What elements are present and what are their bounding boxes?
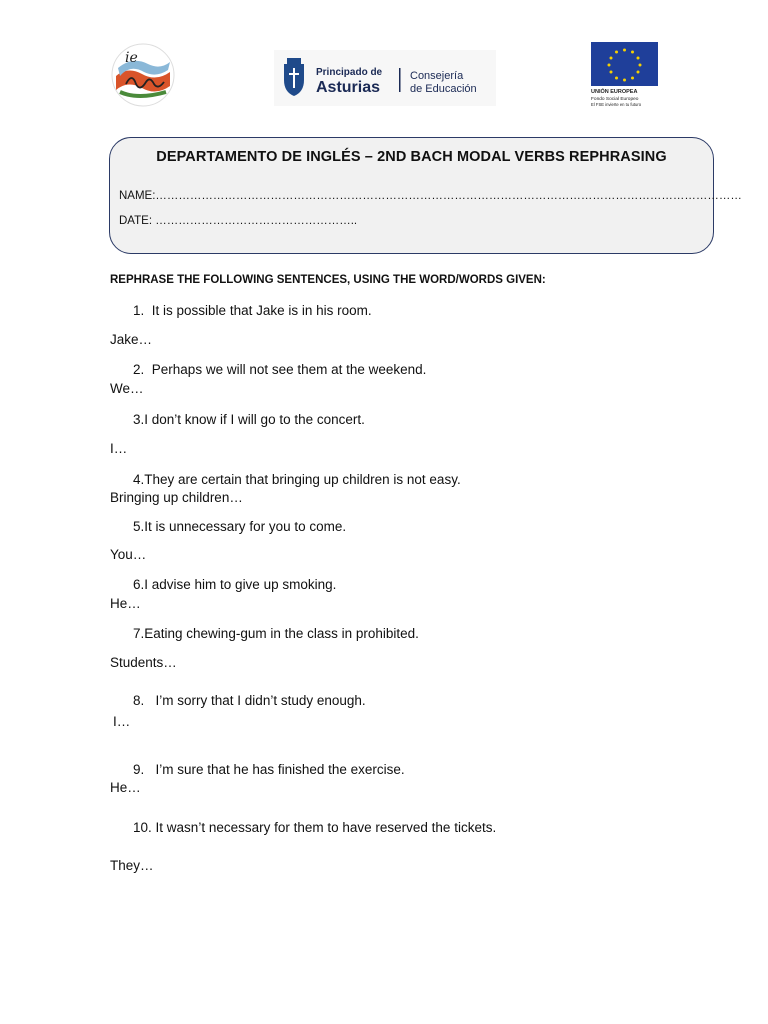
- question-number: 3.: [133, 412, 145, 427]
- question-8: [133, 693, 366, 708]
- question-text: I don’t know if I will go to the concert.: [144, 412, 365, 427]
- question-6: [133, 577, 336, 592]
- question-text: They are certain that bringing up children is not easy.: [144, 472, 461, 487]
- answer-6[interactable]: He…: [110, 596, 141, 611]
- answer-3[interactable]: I…: [110, 441, 128, 456]
- question-text: I advise him to give up smoking.: [144, 577, 337, 592]
- question-number: 8.: [133, 693, 145, 708]
- asturias-logo-line2: Asturias: [316, 79, 381, 96]
- question-text: I’m sure that he has finished the exercise.: [155, 762, 405, 777]
- question-text: Eating chewing-gum in the class in prohibited.: [144, 626, 419, 641]
- eu-logo-line2: Fondo Social Europeo: [591, 97, 639, 102]
- question-9: [133, 762, 405, 777]
- answer-2[interactable]: We…: [110, 381, 144, 396]
- eu-logo-line3: El FSE invierte en tu futuro: [591, 102, 642, 107]
- answer-8[interactable]: I…: [113, 714, 131, 729]
- answer-4[interactable]: Bringing up children…: [110, 490, 243, 505]
- question-number: 2.: [133, 362, 145, 377]
- name-field[interactable]: NAME:………………………………………………………………………………………………………………………………………: [119, 190, 742, 202]
- asturias-logo-line1: Principado de: [316, 67, 383, 78]
- question-10: [133, 820, 496, 835]
- question-5: [133, 519, 346, 534]
- eu-logo: [590, 42, 660, 110]
- question-1: [133, 303, 372, 318]
- question-2: [133, 362, 426, 377]
- instructions: REPHRASE THE FOLLOWING SENTENCES, USING THE WORD/WORDS GIVEN:: [110, 274, 546, 286]
- question-number: 6.: [133, 577, 145, 592]
- question-number: 1.: [133, 303, 145, 318]
- question-4: [133, 472, 461, 487]
- svg-text:ie: ie: [125, 50, 138, 66]
- asturias-logo-line3: Consejería: [410, 70, 464, 82]
- question-3: [133, 412, 365, 427]
- question-text: Perhaps we will not see them at the weekend.: [151, 362, 427, 377]
- answer-1[interactable]: Jake…: [110, 332, 153, 347]
- worksheet-header-box: [109, 137, 742, 254]
- question-7: [133, 626, 419, 641]
- asturias-logo-line4: de Educación: [410, 83, 477, 95]
- school-logo: [108, 42, 178, 108]
- question-text: It is possible that Jake is in his room.: [151, 303, 372, 318]
- answer-7[interactable]: Students…: [110, 655, 177, 670]
- question-text: I’m sorry that I didn’t study enough.: [155, 693, 366, 708]
- question-number: 5.: [133, 519, 145, 534]
- worksheet-title: DEPARTAMENTO DE INGLÉS – 2ND BACH MODAL VERBS REPHRASING: [156, 149, 667, 165]
- answer-9[interactable]: He…: [110, 780, 141, 795]
- date-field[interactable]: DATE: ……………………………………………..: [119, 215, 358, 227]
- asturias-logo: [274, 50, 496, 106]
- question-text: It is unnecessary for you to come.: [144, 519, 347, 534]
- eu-logo-line1: UNIÓN EUROPEA: [591, 89, 638, 95]
- answer-10[interactable]: They…: [110, 858, 154, 873]
- question-number: 7.: [133, 626, 145, 641]
- answer-5[interactable]: You…: [110, 547, 147, 562]
- question-text: It wasn’t necessary for them to have reserved the tickets.: [155, 820, 497, 835]
- question-number: 9.: [133, 762, 145, 777]
- question-number: 4.: [133, 472, 145, 487]
- question-number: 10.: [133, 820, 152, 835]
